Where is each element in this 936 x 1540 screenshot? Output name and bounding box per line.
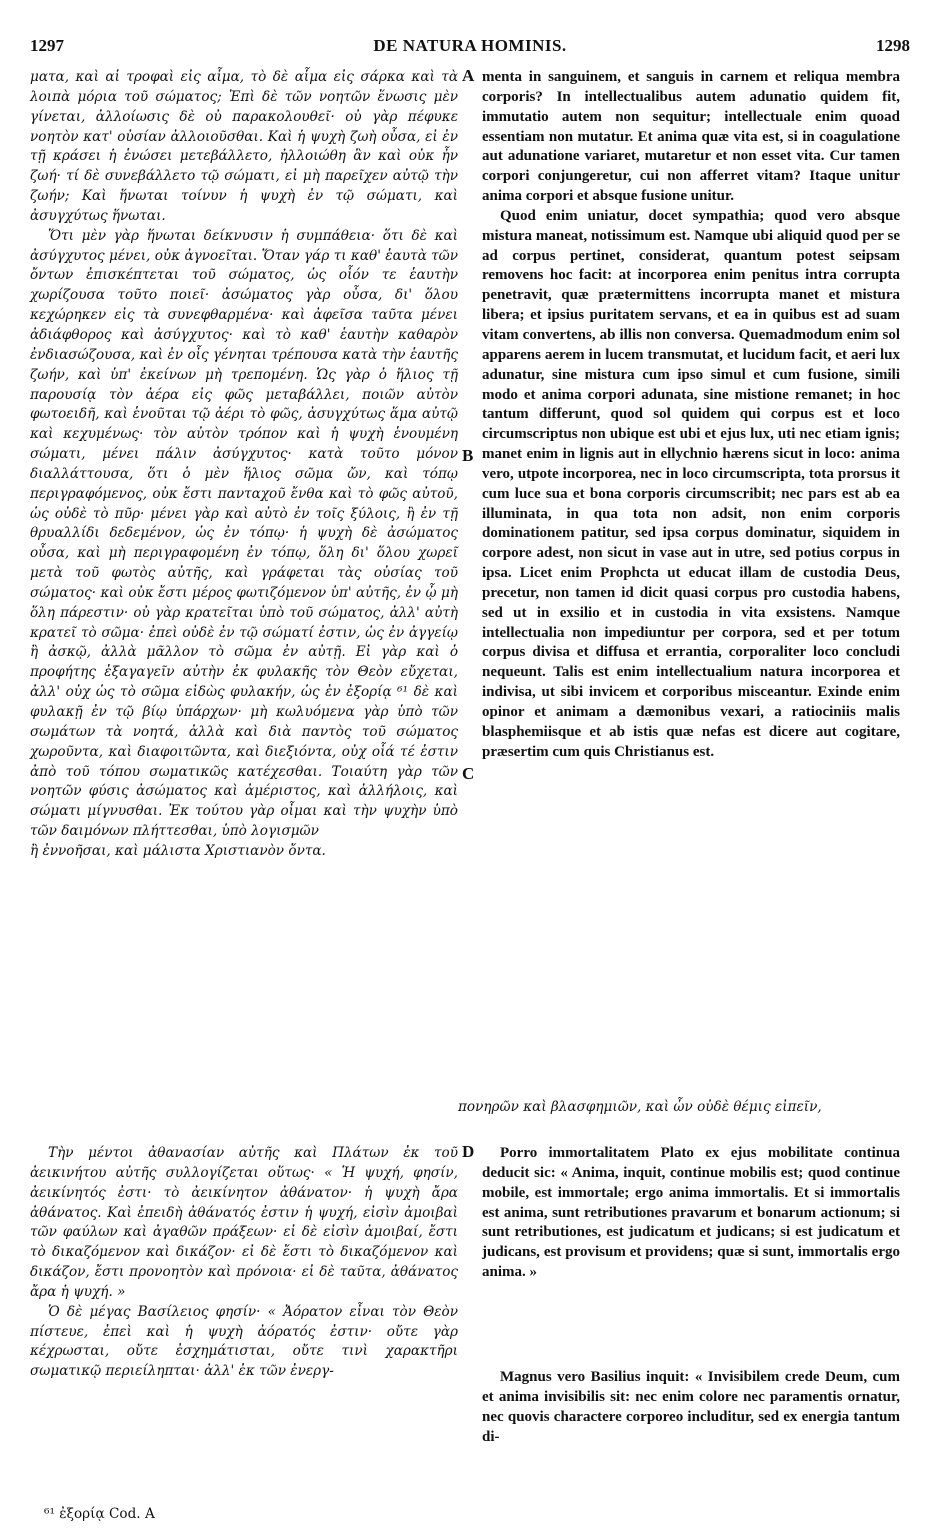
greek-paragraph-1: ματα, καὶ αἱ τροφαὶ εἰς αἷμα, τὸ δὲ αἷμα εἰς σάρκα καὶ τὰ λοιπὰ μόρια τοῦ σώματος; Ἐπὶ δὲ τῶν νοητῶν ἕνωσις μὲν γίνεται, ἀλλοίωσις δὲ οὐ παρακολουθεῖ· οὐ γὰρ πέφυκε νοητὸν κατ' οὐσίαν ἀλλοιοῦσθαι. Καὶ ἡ ψυχὴ ζωὴ οὖσα, εἰ ἐν τῇ κράσει ἡ ἑνώσει μετεβάλλετο, ἠλλοιώθη ἂν καὶ οὐκ ἦν ζωή· τί δὲ συνεβάλλετο τῷ σώματι, εἰ μὴ παρεῖχεν αὐτῷ τὴν ζωήν; Καὶ ἥνωται τοίνυν ἡ ψυχὴ ἐν τῷ σώματι, καὶ ἀσυγχύτως ἥνωται. [30,69,458,224]
running-title: DE NATURA HOMINIS. [373,36,567,55]
footnote: ⁶¹ ἐξορίᾳ Cod. A [44,1506,155,1522]
section-marker-c: C [462,764,475,783]
greek-paragraph-2: Ὅτι μὲν γὰρ ἥνωται δείκνυσιν ἡ συμπάθεια· ὅτι δὲ καὶ ἀσύγχυτος μένει, οὐκ ἀγνοεῖται. Ὅταν γάρ τι καθ' ἑαυτὰ τῶν ὄντων ἐπισκέπτεται τοῦ σώματος, ὡς οἷόν τε ἑαυτὴν χωρίζουσα τοῦτο ποιεῖ· ἀσώματος γὰρ οὖσα, δι' ὅλου κεχώρηκεν εἰς τὰ συνεφθαρμένα· καὶ ἀφεῖσα ταῦτα μένει ἀδιάφθορος καὶ ἀσύγχυτος· καὶ τὸ καθ' ἑαυτὴν καθαρὸν ἐνδιασώζουσα, καὶ ἐν οἷς γένηται τρέπουσα κατὰ τὴν ἑαυτῆς ζωήν, καὶ ὑπ' ἐκείνων μὴ τρεπομένη. Ὡς γὰρ ὁ ἥλιος τῇ παρουσίᾳ τὸν ἀέρα εἰς φῶς μεταβάλλει, ποιῶν αὐτὸν φωτοειδῆ, καὶ ἑνοῦται τῷ ἀέρι τὸ φῶς, ἀσυγχύτως ἅμα αὐτῷ καὶ κεχυμένως· τὸν αὐτὸν τρόπον καὶ ἡ ψυχὴ ἑνουμένη σώματι, μένει πάλιν ἀσύγχυτος· κατὰ τοῦτο μόνον διαλλάττουσα, ὅτι ὁ μὲν ἥλιος σῶμα ὤν, καὶ τόπῳ περιγραφόμενος, οὐκ ἔστι πανταχοῦ ἔνθα καὶ τὸ φῶς αὐτοῦ, ὡς οὐδὲ τὸ πῦρ· μένει γὰρ καὶ αὐτὸ ἐν τοῖς ξύλοις, ἢ ἐν τῇ θρυαλλίδι δεδεμένον, ὡς ἐν τόπῳ· ἡ ψυχὴ δὲ ἀσώματος οὖσα, καὶ μὴ περιγραφομένη ἐν τόπῳ, ὅλη δι' ὅλου χωρεῖ μετὰ τοῦ φωτὸς αὐτῆς, καὶ γράφεται τὰς οὐσίας τοῦ σώματος· καὶ οὐκ ἔστι μέρος φωτιζόμενον ὑπ' αὐτῆς, ἐν ᾧ μὴ ὅλη πάρεστιν· οὐ γὰρ κρατεῖται ὑπὸ τοῦ σώματος, ἀλλ' αὐτὴ κρατεῖ τὸ σῶμα· ἐπεὶ οὐδὲ ἐν τῷ σώματί ἐστιν, ὡς ἐν ἀγγείῳ ἢ ἀσκῷ, ἀλλὰ μᾶλλον τὸ σῶμα ἐν αὐτῇ. Εἰ γὰρ καὶ ὁ προφήτης ἐξαγαγεῖν αὐτὴν ἐκ φυλακῆς τὸν Θεὸν εὔχεται, ἀλλ' οὐχ ὡς τὸ σῶμα εἰδὼς φυλακήν, ὡς ἐν ἐξορίᾳ ⁶¹ δὲ καὶ φυλακῇ ἐν τῷ βίῳ ὑπάρχων· μὴ κωλυόμενα γὰρ ὑπὸ τῶν σωμάτων τὰ νοητά, ἀλλὰ καὶ διὰ παντὸς τοῦ σώματος χωροῦντα, καὶ διαφοιτῶντα, καὶ διεξιόντα, οὐχ οἷά τέ ἐστιν ἀπὸ τοῦ τόπου σωματικῶς κατέχεσθαι. Τοιαύτη γὰρ τῶν νοητῶν φύσις ἀσώματος καὶ ἀμέριστος, καὶ ἀλλήλοις, καὶ σώματι μίγνυσθαι. Ἐκ τούτου γὰρ οἶμαι καὶ τὴν ψυχὴν ὑπὸ τῶν δαιμόνων πλήττεσθαι, ὑπὸ λογισμῶν [30,227,458,840]
latin-column-top [482,68,900,763]
latin-paragraph-4: Magnus vero Basilius inquit: « Invisibilem crede Deum, cum et anima invisibilis sit: nec enim colore nec paramentis ornatur, nec quovis charactere corporeo includitur, sed ex energia tantum di- [482,1369,900,1445]
greek-paragraph-4: Ὁ δὲ μέγας Βασίλειος φησίν· « Ἀόρατον εἶναι τὸν Θεὸν πίστευε, ἐπεὶ καὶ ἡ ψυχὴ ἀόρατός ἐστιν· οὔτε γὰρ κέχρωσται, οὔτε ἐσχημάτισται, οὔτε τινὶ χαρακτῆρι σωματικῷ περιείληπται· ἀλλ' ἐκ τῶν ἐνεργ- [30,1303,458,1380]
latin-column-bottom [482,1144,900,1283]
greek-column-bottom [30,1144,458,1382]
greek-paragraph-2-end: ἢ ἐννοῆσαι, καὶ μάλιστα Χριστιανὸν ὄντα. [30,842,326,859]
latin-paragraph-1: menta in sanguinem, et sanguis in carnem et reliqua membra corporis? In intellectualibus autem adunatio quidem fit, immutatio autem non sequitur; intellectuale enim quoad essentiam non mutatur. Et anima quæ vita est, si in coagulatione aut adunatione variaret, mutaretur et non esset vita. Cur tamen corpori conjungeretur, cui non afferret vitam? Itaque unitur anima corpori et absque fusione unitur. [482,69,900,205]
greek-column-top [30,68,458,862]
latin-paragraph-3: Porro immortalitatem Plato ex ejus mobilitate continua deducit sic: « Anima, inquit, continue mobilis est; quod continue mobile, est immortale; ergo anima immortalis. Et si immortalis est anima, sunt retributiones pravarum et bonarum actionum; si sunt retributiones, est judicatum et judicans; si est judicatum et judicans, est provisum et providens; quæ si sunt, immortalis ergo anima. » [482,1145,900,1281]
section-marker-d: D [462,1142,475,1161]
running-header [30,36,910,60]
section-marker-b: B [462,446,474,465]
right-page-number: 1298 [876,36,910,55]
latin-column-last [482,1368,900,1447]
latin-paragraph-2: Quod enim uniatur, docet sympathia; quod vero absque mistura maneat, notissimum est. Namque ubi aliquid quod per se ad corpus pertinet, considerat, quantum potest seipsam removens hoc facit: at incorporea enim penitus intra corrupta penetravit, quæ prætermittens incorrupta manet et mistura libera; et ipsius puritatem servans, et ea in quibus est ad suam vitam convertens, ab illis non conversa. Quemadmodum enim sol apparens aerem in lucem transmutat, et lucidum facit, et aeri lux adunatur, sine mistura cum ipso simul et cum fusione, simili modo et anima corpori adunata, sine mistione remanet; in hoc tantum differunt, quod sol quidem qui corpus est et loco circumscriptus non ubique est ubi et ejus lux, uti nec etiam ignis; manet enim in lignis aut in ellychnio hærens sicut in loco: anima vero, utpote incorporea, nec in loco circumscripta, tota prorsus it cum luce sua et bona corporis circumscribit; nec pars est ab ea illuminata, in qua tota non adsit, non enim corporis dominationem patitur, sed ipsa corpus dominatur, siquidem in corpore adest, non sicut in vase aut in utre, sed potius corpus in ipsa. Licet enim Prophcta ut educat illam de custodia Deus, precetur, non tamen id dicit quasi corpus pro custodia habens, sed ut in exsilio et in custodia in vita exsistens. Namque intellectualia non impediuntur per corpora, sed et per totum corpus divisa et diffusa et errantia, corporaliter loco concludi nequeunt. Talis est enim intellectualium natura incorporea et indivisa, ut sibi invicem et corporibus misceantur. Exinde enim opinor et animam a dæmonibus vexari, a ratiociniis malis blasphemiisque et ab istis quæ nefas est dicere aut cogitare, præsertim cum quis Christianus est. [482,207,900,760]
section-marker-a: A [462,66,475,85]
left-page-number: 1297 [30,36,64,55]
greek-paragraph-3: Τὴν μέντοι ἀθανασίαν αὐτῆς καὶ Πλάτων ἐκ τοῦ ἀεικινήτου αὐτῆς συλλογίζεται οὕτως· « Ἡ ψυχή, φησίν, ἀεικίνητός ἐστι· τὸ ἀεικίνητον ἀθάνατον· ἡ ψυχὴ ἄρα ἀθάνατος. Καὶ ἐπειδὴ ἀθάνατός ἐστιν ἡ ψυχή, εἰσὶν ἀμοιβαὶ τῶν φαύλων καὶ ἀγαθῶν πράξεων· εἰ δὲ εἰσὶν ἀμοιβαί, ἔστι τὸ δικαζόμενον καὶ δικάζον· εἰ δὲ ἔστι τὸ δικαζόμενον καὶ δικάζον, ἔστι προνοητὸν καὶ πρόνοια· εἰ δὲ ταῦτα, ἀθάνατος ἄρα ἡ ψυχή. » [30,1145,458,1300]
greek-continuation-line: πονηρῶν καὶ βλασφημιῶν, καὶ ὧν οὐδὲ θέμις εἰπεῖν, [458,1099,822,1115]
